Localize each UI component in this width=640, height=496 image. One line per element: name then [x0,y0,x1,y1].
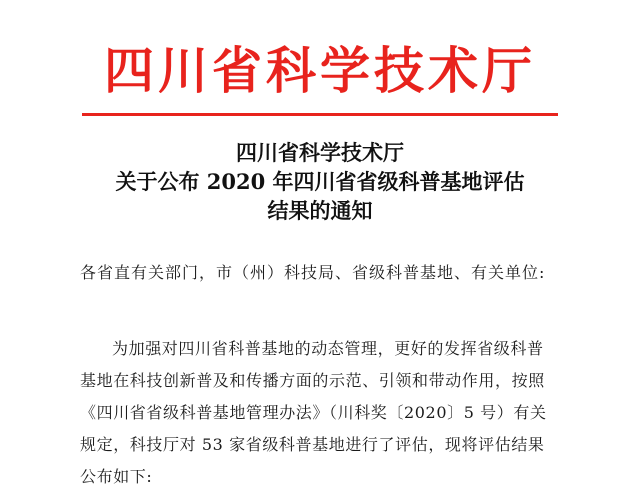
body-paragraph-1: 为加强对四川省科普基地的动态管理，更好的发挥省级科普基地在科技创新普及和传播方面的示范、引领和带动作用，按照《四川省省级科普基地管理办法》（川科奖〔2020〕5 号）有关规定，科技厅对 53 家省级科普基地进行了评估，现将评估结果公布如下: [80,339,547,486]
notice-title-line-1: 四川省科学技术厅 [236,140,404,165]
letterhead-title: 四川省科学技术厅 [104,42,536,100]
notice-title-line-3: 结果的通知 [267,198,373,223]
letterhead-red-rule [82,113,558,116]
notice-title-line-2: 关于公布 2020 年四川省省级科普基地评估 [115,169,525,194]
salutation-text: 各省直有关部门，市（州）科技局、省级科普基地、有关单位: [80,263,546,282]
notice-title [0,138,640,225]
